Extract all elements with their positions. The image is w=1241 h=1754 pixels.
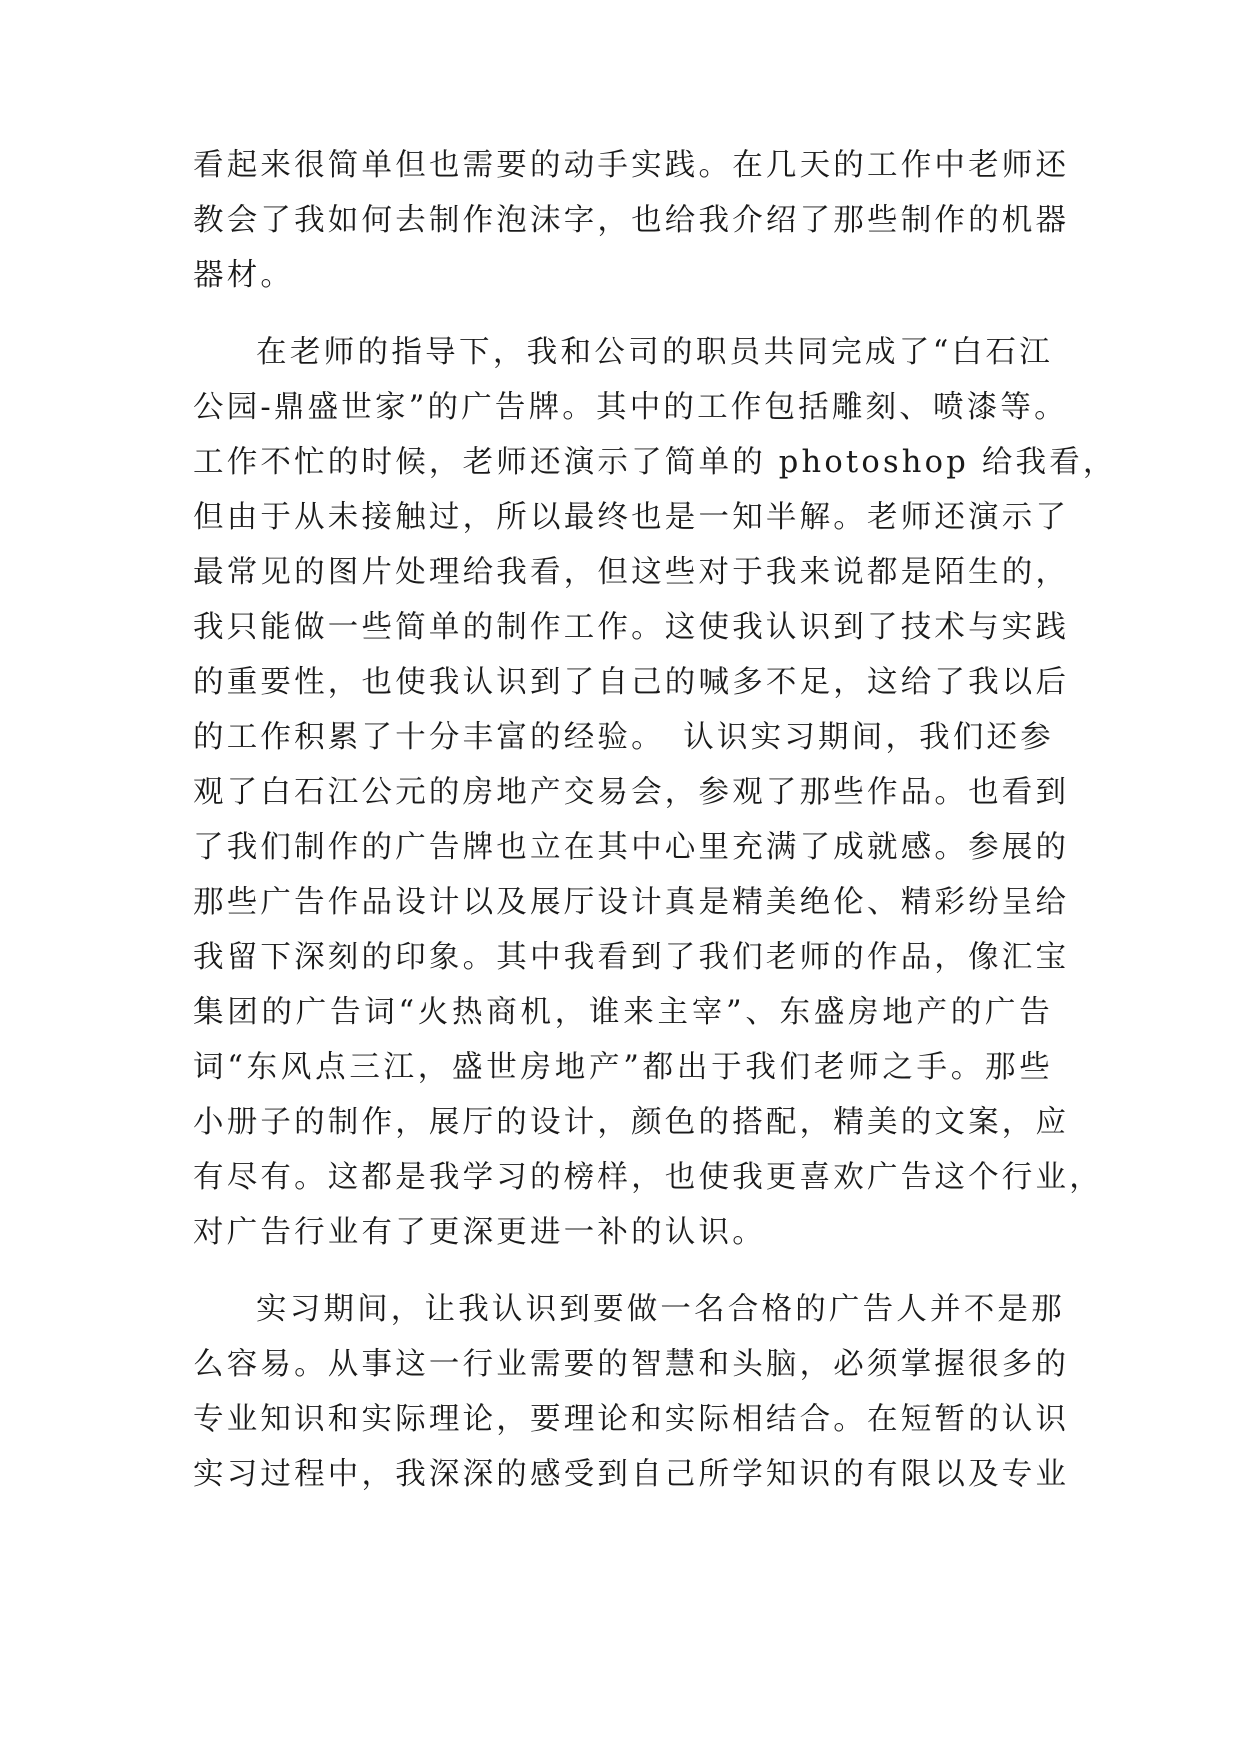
text-line: 么容易。从事这一行业需要的智慧和头脑，必须掌握很多的: [193, 1347, 1070, 1382]
text-line: 的重要性，也使我认识到了自己的喊多不足，这给了我以后: [193, 665, 1070, 700]
text-line: 了我们制作的广告牌也立在其中心里充满了成就感。参展的: [193, 830, 1070, 865]
text-line: 实习期间，让我认识到要做一名合格的广告人并不是那: [256, 1292, 1065, 1327]
text-line: 实习过程中，我深深的感受到自己所学知识的有限以及专业: [193, 1457, 1070, 1492]
text-line: 集团的广告词“火热商机，谁来主宰”、东盛房地产的广告: [193, 995, 1053, 1030]
text-line: 我留下深刻的印象。其中我看到了我们老师的作品，像汇宝: [193, 940, 1070, 975]
text-line: 工作不忙的时候，老师还演示了简单的 photoshop 给我看，: [193, 445, 1117, 480]
text-line: 专业知识和实际理论，要理论和实际相结合。在短暂的认识: [193, 1402, 1070, 1437]
text-line: 的工作积累了十分丰富的经验。 认识实习期间，我们还参: [193, 720, 1054, 755]
text-line: 公园-鼎盛世家”的广告牌。其中的工作包括雕刻、喷漆等。: [193, 390, 1068, 425]
text-line: 对广告行业有了更深更进一补的认识。: [193, 1215, 766, 1250]
text-line: 最常见的图片处理给我看，但这些对于我来说都是陌生的，: [193, 555, 1070, 590]
text-line: 在老师的指导下，我和公司的职员共同完成了“白石江: [256, 335, 1053, 370]
text-line: 看起来很简单但也需要的动手实践。在几天的工作中老师还: [193, 148, 1070, 183]
text-line: 有尽有。这都是我学习的榜样，也使我更喜欢广告这个行业，: [193, 1160, 1103, 1195]
text-line: 小册子的制作，展厅的设计，颜色的搭配，精美的文案，应: [193, 1105, 1070, 1140]
text-line: 观了白石江公元的房地产交易会，参观了那些作品。也看到: [193, 775, 1070, 810]
text-line: 器材。: [193, 258, 295, 293]
text-line: 教会了我如何去制作泡沫字，也给我介绍了那些制作的机器: [193, 203, 1070, 238]
text-line: 但由于从未接触过，所以最终也是一知半解。老师还演示了: [193, 500, 1070, 535]
text-line: 那些广告作品设计以及展厅设计真是精美绝伦、精彩纷呈给: [193, 885, 1070, 920]
text-line: 词“东风点三江，盛世房地产”都出于我们老师之手。那些: [193, 1050, 1053, 1085]
text-line: 我只能做一些简单的制作工作。这使我认识到了技术与实践: [193, 610, 1070, 645]
